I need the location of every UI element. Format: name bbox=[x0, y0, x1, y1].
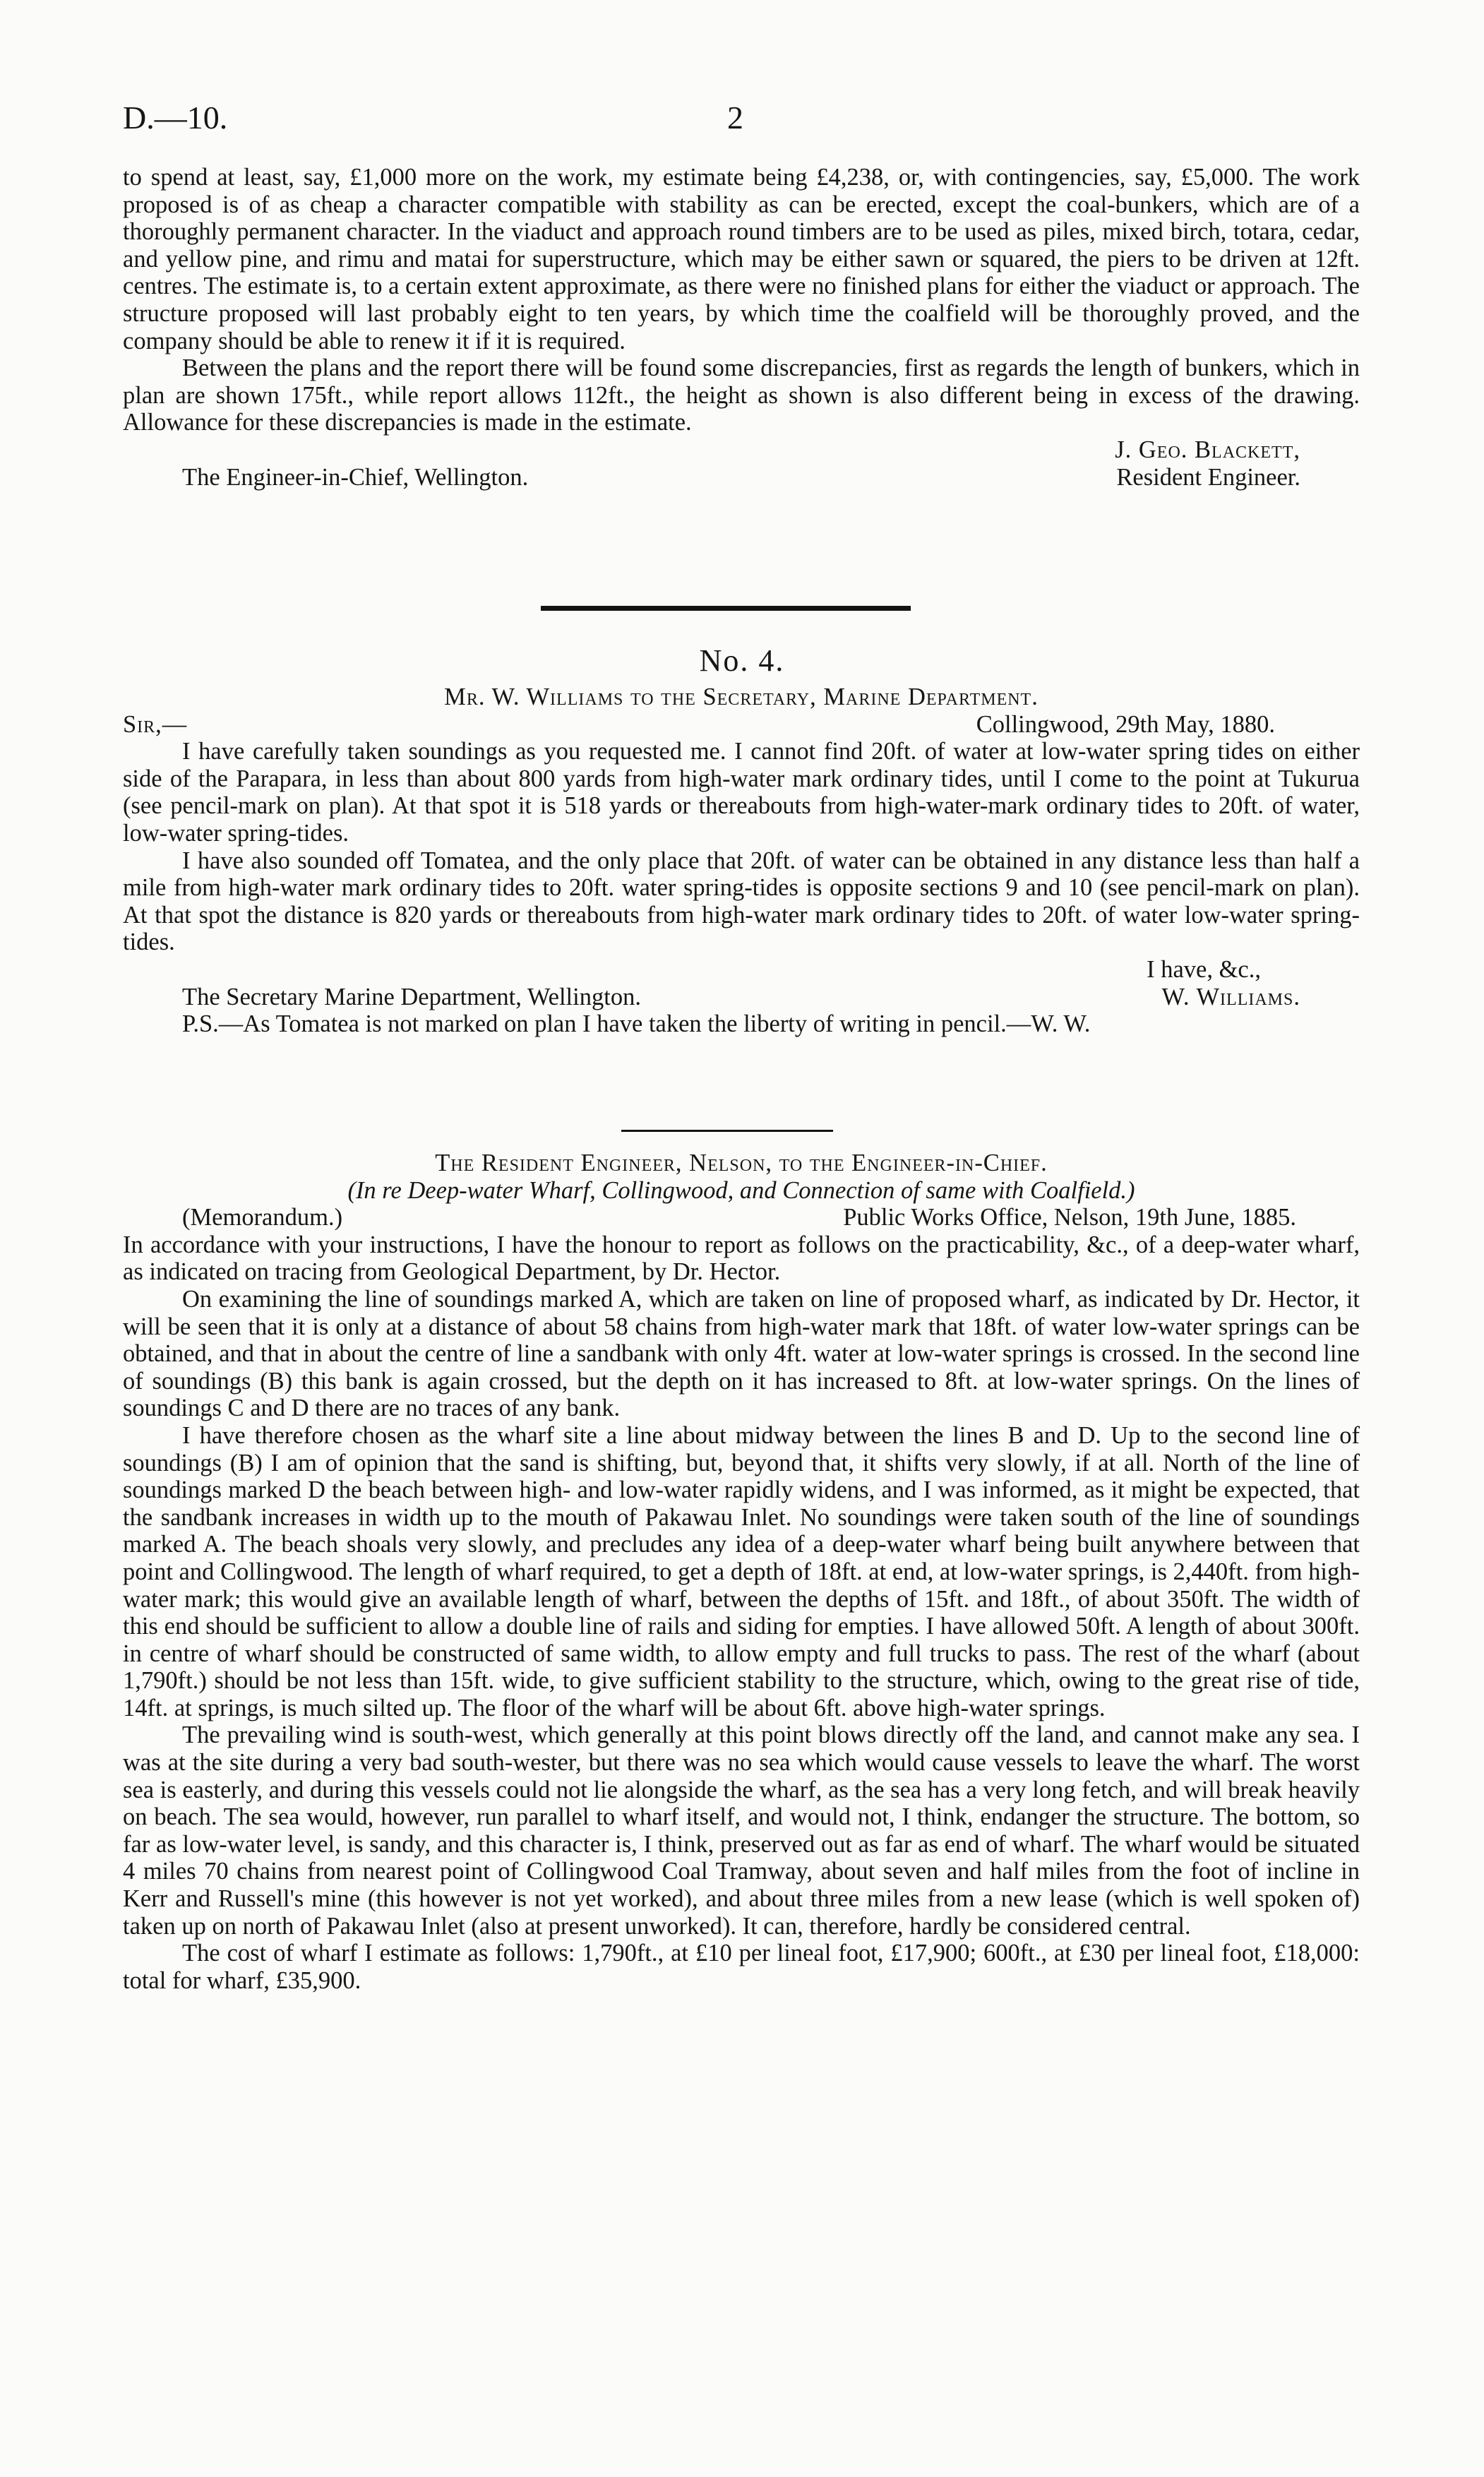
page-number: 2 bbox=[727, 100, 743, 136]
paragraph: I have carefully taken soundings as you requested me. I cannot find 20ft. of water at low-water spring tides on either side of the Parapara, in less than about 800 yards from high-water mark ordinary tides, until I come to the point at Tukurua (see pencil-mark on plan). At that spot it is 518 yards or thereabouts from high-water-mark ordinary tides to 20ft. of water, low-water spring-tides. bbox=[123, 738, 1360, 847]
signature-block-footer bbox=[123, 464, 1360, 491]
signature-name: W. Williams. bbox=[1161, 983, 1300, 1010]
letter-williams bbox=[123, 684, 1360, 1038]
memo-label: (Memorandum.) bbox=[182, 1204, 343, 1231]
memo-line bbox=[123, 1204, 1360, 1231]
place-date: Public Works Office, Nelson, 19th June, 1885. bbox=[843, 1204, 1296, 1231]
signature-block bbox=[123, 436, 1360, 464]
letter-heading: Mr. W. Williams to the Secretary, Marine Department. bbox=[444, 684, 1039, 710]
section-divider bbox=[541, 606, 911, 611]
paragraph: In accordance with your instructions, I have the honour to report as follows on the practicability, &c., of a deep-water wharf, as indicated on tracing from Geological Department, by Dr. Hector. bbox=[123, 1231, 1360, 1286]
letter-number: No. 4. bbox=[699, 643, 785, 678]
paragraph: On examining the line of soundings marked A, which are taken on line of proposed wharf, as indicated by Dr. Hector, it will be seen that it is only at a distance of about 58 chains from high-water mark that 18ft. of water low-water springs can be obtained, and that in about the centre of line a sandbank with only 4ft. water at low-water springs is crossed. In the second line of soundings (B) this bank is again crossed, but the depth on it has increased to 8ft. at low-water springs. On the lines of soundings C and D there are no traces of any bank. bbox=[123, 1285, 1360, 1422]
memorandum bbox=[123, 1150, 1360, 1994]
document-reference: D.—10. bbox=[123, 100, 228, 136]
signature-line bbox=[123, 984, 1360, 1011]
place-date: Collingwood, 29th May, 1880. bbox=[976, 710, 1275, 738]
paragraph: to spend at least, say, £1,000 more on the work, my estimate being £4,238, or, with contingencies, say, £5,000. The work proposed is of as cheap a character compatible with stability as can be erected, except the coal-bunkers, which are of a thoroughly permanent character. In the viaduct and approach round timbers are to be used as piles, mixed birch, totara, cedar, and yellow pine, and rimu and matai for superstructure, which may be either sawn or squared, the piers to be driven at 12ft. centres. The estimate is, to a certain extent approximate, as there were no finished plans for either the viaduct or approach. The structure proposed will last probably eight to ten years, by which time the coalfield will be thoroughly proved, and the company should be able to renew it if it is required. bbox=[123, 164, 1360, 354]
paragraph: I have therefore chosen as the wharf site a line about midway between the lines B and D. Up to the second line of soundings (B) I am of opinion that the sand is shifting, but, beyond that, it shifts very slowly, if at all. North of the line of soundings marked D the beach between high- and low-water rapidly widens, and I was informed, as it might be expected, that the sandbank increases in width up to the mouth of Pakawau Inlet. No soundings were taken south of the line of soundings marked A. The beach shoals very slowly, and precludes any idea of a deep-water wharf being built anywhere between that point and Collingwood. The length of wharf required, to get a depth of 18ft. at end, at low-water springs, is 2,440ft. from high-water mark; this would give an available length of wharf, between the depths of 15ft. and 18ft., of about 350ft. The width of this end should be sufficient to allow a double line of rails and siding for empties. I have allowed 50ft. A length of about 300ft. in centre of wharf should be constructed of same width, to allow empty and full trucks to pass. The rest of the wharf (about 1,790ft.) should be not less than 15ft. wide, to give sufficient stability to the structure, which, owing to the great rise of tide, 14ft. at springs, is much silted up. The floor of the wharf will be about 6ft. above high-water springs. bbox=[123, 1421, 1360, 1721]
section-divider bbox=[621, 1130, 833, 1132]
postscript: P.S.—As Tomatea is not marked on plan I have taken the liberty of writing in pencil.—W. W. bbox=[182, 1010, 1091, 1038]
signature-name: J. Geo. Blackett, bbox=[1115, 436, 1300, 463]
addressee: The Engineer-in-Chief, Wellington. bbox=[182, 463, 529, 491]
salutation-line bbox=[123, 711, 1360, 739]
paragraph: I have also sounded off Tomatea, and the only place that 20ft. of water can be obtained in any distance less than half a mile from high-water mark ordinary tides to 20ft. water spring-tides is opposite sections 9 and 10 (see pencil-mark on plan). At that spot the distance is 820 yards or thereabouts from high-water mark ordinary tides to 20ft. of water low-water spring-tides. bbox=[123, 847, 1360, 956]
paragraph: Between the plans and the report there will be found some discrepancies, first as regards the length of bunkers, which in plan are shown 175ft., while report allows 112ft., the height as shown is also different being in excess of the drawing. Allowance for these discrepancies is made in the estimate. bbox=[123, 354, 1360, 436]
report-continuation bbox=[123, 164, 1360, 491]
memo-subheading: (In re Deep-water Wharf, Collingwood, and Connection of same with Coalfield.) bbox=[347, 1176, 1135, 1204]
paragraph: The cost of wharf I estimate as follows: 1,790ft., at £10 per lineal foot, £17,900; 600ft., at £30 per lineal foot, £18,000: total for wharf, £35,900. bbox=[123, 1940, 1360, 1994]
addressee: The Secretary Marine Department, Wellington. bbox=[182, 983, 641, 1010]
signature-title: Resident Engineer. bbox=[1116, 463, 1300, 491]
closing: I have, &c., bbox=[1147, 955, 1261, 983]
memo-heading: The Resident Engineer, Nelson, to the Engineer-in-Chief. bbox=[435, 1150, 1048, 1176]
paragraph: The prevailing wind is south-west, which generally at this point blows directly off the land, and cannot make any sea. I was at the site during a very bad south-wester, but there was no sea which would cause vessels to leave the wharf. The worst sea is easterly, and during this vessels could not lie alongside the wharf, as the sea has a very long fetch, and will break heavily on beach. The sea would, however, run parallel to wharf itself, and would not, I think, endanger the structure. The bottom, so far as low-water level, is sandy, and this character is, I think, preserved out as far as end of wharf. The wharf would be situated 4 miles 70 chains from nearest point of Collingwood Coal Tramway, about seven and half miles from the foot of incline in Kerr and Russell's mine (this however is not yet worked), and about three miles from a new lease (which is well spoken of) taken up on north of Pakawau Inlet (also at present unworked). It can, therefore, hardly be considered central. bbox=[123, 1721, 1360, 1940]
salutation: Sir,— bbox=[123, 710, 188, 738]
